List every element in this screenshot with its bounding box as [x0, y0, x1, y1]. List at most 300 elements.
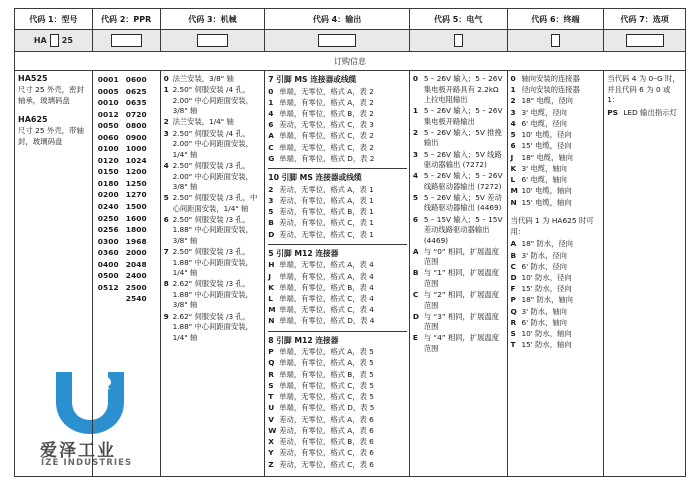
code-cell-5	[410, 30, 508, 52]
option-row[interactable]	[413, 312, 505, 333]
ppr-value[interactable]: 2400	[125, 271, 147, 281]
table-body-row	[15, 71, 685, 476]
option-row[interactable]	[268, 347, 407, 358]
terminal-availability-note: 当代码 1 为 HA625 时可用：	[510, 215, 594, 236]
option-code: R	[268, 369, 274, 379]
option-code: 6	[163, 214, 169, 224]
option-code: 2	[163, 117, 169, 127]
option-description: 2.62" 伺服安装 /3 孔，1.88" 中心间距面安装，1/4" 轴	[172, 311, 253, 342]
option-description: 3' 电缆，径向	[521, 107, 567, 117]
option-code: 3	[163, 128, 169, 138]
option-row[interactable]	[268, 381, 407, 392]
option-description: 5 – 26V 输入；5 – 26V 集电极开路具有 2.2kΩ 上拉电阻输出	[423, 74, 503, 105]
option-row[interactable]	[164, 161, 263, 193]
option-description: 单端，无零位，格式 C，表 4	[279, 305, 374, 315]
model-suffix-label: 25	[61, 36, 73, 45]
option-description: 3' 电缆，轴向	[521, 163, 567, 173]
option-code: Z	[268, 459, 274, 469]
output-section	[268, 335, 407, 474]
option-row[interactable]	[268, 403, 407, 414]
option-row[interactable]	[413, 106, 505, 127]
ppr-value[interactable]: 0010	[97, 98, 119, 108]
option-row[interactable]	[268, 143, 407, 154]
option-row[interactable]	[268, 370, 407, 381]
option-row[interactable]	[511, 198, 602, 209]
ppr-value[interactable]: 1200	[125, 167, 147, 177]
option-description: 6' 防水，轴向	[521, 317, 567, 327]
option-code: 3	[412, 149, 418, 159]
ppr-value[interactable]: 0300	[97, 236, 119, 246]
option-code: C	[510, 261, 516, 271]
option-row[interactable]	[511, 284, 602, 295]
option-description: 单端，有零位，格式 B，表 2	[279, 108, 374, 118]
ppr-value[interactable]: 0500	[97, 271, 119, 281]
option-description: LED 输出指示灯	[623, 108, 678, 118]
ppr-code-input[interactable]	[111, 34, 142, 47]
ppr-value[interactable]: 0180	[97, 178, 119, 188]
option-row[interactable]	[164, 129, 263, 161]
option-row[interactable]	[164, 193, 263, 214]
ppr-value[interactable]: 0060	[97, 132, 119, 142]
ppr-value[interactable]: 1024	[125, 155, 147, 165]
option-code: H	[268, 260, 275, 270]
option-description: 单端，有零位，格式 B，表 5	[279, 369, 374, 379]
option-code: J	[510, 152, 514, 162]
option-code: 7	[163, 247, 169, 257]
option-description: 差动，无零位，格式 C，表 6	[279, 459, 374, 469]
option-description: 单端，无零位，格式 C，表 5	[279, 392, 374, 402]
header-code-4: 代码 4：输出	[265, 9, 410, 30]
option-description: 6' 电缆，轴向	[521, 175, 567, 185]
ppr-value[interactable]: 0200	[97, 190, 119, 200]
option-row[interactable]	[268, 260, 407, 271]
option-description: 2.50" 伺服安装 /3 孔，1.88" 中心间距面安装，3/8" 轴	[172, 214, 253, 245]
ppr-value[interactable]: 0625	[125, 86, 147, 96]
option-row[interactable]	[268, 87, 407, 98]
option-row[interactable]	[164, 85, 263, 117]
option-row[interactable]	[268, 98, 407, 109]
ppr-list-left	[98, 74, 119, 305]
option-code: D	[412, 311, 419, 321]
option-description: 15' 防水，轴向	[521, 340, 572, 350]
option-row[interactable]	[268, 415, 407, 426]
option-code: K	[510, 163, 517, 173]
model-prefix-label: HA	[33, 36, 47, 45]
output-section-title: 5 引脚 M12 连接器	[268, 248, 339, 258]
option-code: Q	[268, 358, 275, 368]
option-row[interactable]	[511, 108, 602, 119]
option-code: C	[268, 142, 274, 152]
terminal-code-input[interactable]	[551, 34, 560, 47]
ppr-value[interactable]: 0050	[97, 121, 119, 131]
option-row[interactable]	[511, 273, 602, 284]
option-row[interactable]	[268, 460, 407, 471]
option-code: M	[268, 305, 276, 315]
option-code: E	[412, 333, 418, 343]
option-code: B	[412, 268, 419, 278]
option-code: G	[268, 153, 275, 163]
options-availability-note: 当代码 4 为 0–G 时，并且代码 6 为 0 或 1：	[607, 74, 680, 105]
option-description: 单端，有零位，格式 C，表 4	[279, 294, 374, 304]
option-row[interactable]	[413, 128, 505, 149]
ppr-value[interactable]: 0240	[97, 202, 119, 212]
option-description: 15' 电缆，轴向	[521, 197, 572, 207]
ppr-value[interactable]: 2048	[125, 259, 147, 269]
option-row[interactable]	[511, 130, 602, 141]
option-code: 0	[412, 74, 418, 83]
option-row[interactable]	[164, 247, 263, 279]
ppr-value[interactable]: 0635	[125, 98, 147, 108]
option-description: 单端，有零位，格式 A，表 5	[279, 358, 374, 368]
option-description: 5 – 26V 输入；5 – 26V 线路驱动器输出 (7272)	[423, 171, 503, 191]
ppr-value[interactable]: 0001	[97, 75, 119, 84]
ppr-value[interactable]: 0012	[97, 109, 119, 119]
ppr-value[interactable]: 0400	[97, 259, 119, 269]
option-description: 差动，有零位，格式 B，表 1	[279, 207, 374, 217]
option-code: Q	[510, 306, 517, 316]
option-description: 与 “2” 相同，扩展温度范围	[423, 290, 500, 310]
option-code: 4	[268, 108, 274, 118]
option-code: 9	[163, 311, 169, 321]
option-code: 5	[163, 193, 169, 203]
option-description: 5 – 26V 输入；5V 推挽输出	[423, 127, 502, 148]
option-row[interactable]	[511, 318, 602, 329]
option-row[interactable]	[511, 96, 602, 107]
option-row[interactable]	[607, 108, 683, 119]
electrical-code-input[interactable]	[454, 34, 463, 47]
option-row[interactable]	[268, 207, 407, 218]
option-description: 差动，有零位，格式 C，表 6	[279, 448, 374, 458]
option-row[interactable]	[511, 141, 602, 152]
option-code: C	[412, 290, 419, 300]
option-code: D	[510, 272, 517, 282]
option-row[interactable]	[268, 392, 407, 403]
option-description: 差动，无零位，格式 C，表 1	[279, 229, 374, 239]
output-section	[268, 172, 407, 245]
option-description: 差动，有零位，格式 B，表 6	[279, 437, 374, 447]
option-code: V	[268, 414, 274, 424]
option-code: 5	[268, 207, 274, 217]
ppr-value[interactable]: 1250	[125, 178, 147, 188]
option-code: X	[268, 437, 274, 447]
option-code: S	[268, 380, 274, 390]
output-section-title: 10 引脚 MS 连接器或线缆	[268, 173, 362, 183]
option-code: D	[268, 229, 275, 239]
option-description: 2.50" 伺服安装 /3 孔，1.88" 中心间距面安装，1/4" 轴	[172, 247, 253, 278]
option-description: 单端，无零位，格式 A，表 4	[279, 260, 374, 270]
option-code: 1	[268, 97, 274, 107]
option-description: 与 “3” 相同，扩展温度范围	[423, 311, 500, 332]
option-description: 与 “0” 相同，扩展温度范围	[423, 246, 500, 267]
option-row[interactable]	[268, 109, 407, 120]
option-code: 4	[412, 171, 418, 181]
ppr-value[interactable]: 0800	[125, 121, 147, 131]
option-row[interactable]	[511, 85, 602, 96]
option-code: R	[510, 317, 517, 327]
header-code-5: 代码 5：电气	[410, 9, 508, 30]
option-description: 差动，无零位，格式 C，表 3	[279, 120, 374, 130]
option-code: A	[412, 246, 419, 256]
option-code: P	[510, 295, 516, 305]
option-row[interactable]	[413, 150, 505, 171]
option-description: 单端，有零位，格式 B，表 4	[279, 282, 374, 292]
header-code-2: 代码 2：PPR	[93, 9, 161, 30]
option-row[interactable]	[511, 251, 602, 262]
option-code: 1	[163, 85, 169, 95]
option-row[interactable]	[511, 186, 602, 197]
option-row[interactable]	[268, 358, 407, 369]
option-row[interactable]	[164, 312, 263, 344]
ppr-value[interactable]: 1270	[125, 190, 147, 200]
option-code: 0	[510, 74, 516, 83]
column-mechanical	[161, 71, 266, 476]
option-row[interactable]	[268, 131, 407, 142]
option-description: 10' 电缆，径向	[521, 130, 572, 140]
option-row[interactable]	[268, 218, 407, 229]
ppr-value[interactable]: 0250	[97, 213, 119, 223]
option-row[interactable]	[413, 171, 505, 192]
ppr-value[interactable]: 0256	[97, 225, 119, 235]
option-description: 差动，有零位，格式 A，表 1	[279, 195, 374, 205]
option-code: U	[268, 403, 275, 413]
option-row[interactable]	[511, 340, 602, 351]
option-description: 轴向安装的连接器	[521, 74, 580, 83]
option-description: 5 – 26V 输入；5V 差动线路驱动器输出 (4469)	[423, 192, 502, 213]
option-code: B	[268, 218, 274, 228]
option-code: 3	[268, 195, 274, 205]
model-description: 尺寸 25 外壳，密封轴承，玻璃码盘	[18, 85, 84, 106]
ordering-info-label: 订购信息	[334, 56, 366, 66]
ppr-value[interactable]: 2540	[125, 294, 147, 304]
option-description: 15' 防水，径向	[521, 284, 572, 294]
ppr-value[interactable]: 1968	[125, 236, 147, 246]
option-description: 10' 电缆，轴向	[521, 186, 572, 196]
option-row[interactable]	[164, 74, 263, 85]
ordering-info-row	[15, 52, 685, 71]
column-electrical	[410, 71, 508, 476]
column-model	[15, 71, 93, 476]
option-description: 10' 防水，轴向	[521, 329, 572, 339]
option-description: 18" 电缆，径向	[521, 96, 573, 106]
option-row[interactable]	[268, 305, 407, 316]
header-code-6: 代码 6：终端	[508, 9, 605, 30]
option-code: P	[268, 347, 274, 357]
option-description: 5 – 15V 输入；5 – 15V 差动线路驱动器输出 (4469)	[423, 214, 503, 245]
option-code: L	[510, 175, 516, 185]
option-code: K	[268, 282, 274, 292]
ppr-value[interactable]: 2500	[125, 282, 147, 292]
option-description: 法兰安装，1/4" 轴	[172, 117, 234, 127]
option-code: F	[510, 284, 516, 294]
mechanical-code-input[interactable]	[197, 34, 228, 47]
model-description: 尺寸 25 外壳，带轴封，玻璃码盘	[18, 126, 84, 147]
option-description: 单端，有零位，格式 A，表 4	[279, 271, 374, 281]
option-code: T	[510, 340, 516, 350]
option-row[interactable]	[268, 294, 407, 305]
option-description: 2.50" 伺服安装 /4 孔，2.00" 中心间距面安装，1/4" 轴	[172, 128, 253, 159]
column-output	[265, 71, 410, 476]
option-row[interactable]	[268, 185, 407, 196]
option-description: 单端，有零位，格式 D，表 4	[279, 316, 375, 326]
option-row[interactable]	[164, 117, 263, 128]
header-code-1: 代码 1：型号	[15, 9, 93, 30]
option-row[interactable]	[511, 239, 602, 250]
watermark-company-cn: 爱泽工业	[40, 441, 116, 461]
option-row[interactable]	[268, 316, 407, 327]
option-code: A	[268, 131, 274, 141]
option-code: 2	[412, 127, 418, 137]
option-code: S	[510, 329, 516, 339]
option-description: 2.50" 伺服安装 /4 孔，2.00" 中心间距面安装，3/8" 轴	[172, 85, 253, 116]
column-terminal	[508, 71, 605, 476]
ppr-value[interactable]: 2000	[125, 248, 147, 258]
option-row[interactable]	[511, 329, 602, 340]
option-description: 5 – 26V 输入；5 – 26V 集电极开路输出	[423, 106, 503, 126]
option-code: 0	[268, 86, 274, 96]
option-code: M	[510, 186, 518, 196]
option-row[interactable]	[268, 283, 407, 294]
option-row[interactable]	[413, 215, 505, 247]
option-code: 1	[412, 106, 418, 116]
ppr-value[interactable]: 1600	[125, 213, 147, 223]
option-row[interactable]	[268, 437, 407, 448]
option-code: 6	[268, 120, 274, 130]
option-code: B	[510, 250, 517, 260]
model-spacer	[18, 106, 90, 115]
option-description: 单端，有零位，格式 A，表 2	[279, 97, 374, 107]
output-section-title: 8 引脚 M12 连接器	[268, 335, 339, 345]
option-description: 单端，有零位，格式 C，表 2	[279, 131, 374, 141]
header-code-7: 代码 7：选项	[604, 9, 685, 30]
option-row[interactable]	[511, 74, 602, 85]
option-code: 1	[510, 85, 516, 95]
option-description: 2.50" 伺服安装 /3 孔，2.00" 中心间距面安装，3/8" 轴	[172, 160, 253, 192]
option-row[interactable]	[413, 333, 505, 354]
option-row[interactable]	[511, 307, 602, 318]
output-section	[268, 74, 407, 169]
ppr-list-right	[126, 74, 147, 305]
option-code: 2	[510, 96, 516, 106]
option-row[interactable]	[268, 426, 407, 437]
output-code-input[interactable]	[318, 34, 356, 47]
option-code: N	[268, 316, 275, 326]
option-description: 6' 防水，径向	[521, 261, 567, 271]
ppr-value[interactable]: 0360	[97, 248, 119, 258]
ppr-value[interactable]: 0005	[97, 86, 119, 96]
option-row[interactable]	[268, 230, 407, 241]
output-section	[268, 248, 407, 332]
code-cell-1	[15, 30, 93, 52]
option-row[interactable]	[268, 154, 407, 165]
option-row[interactable]	[268, 120, 407, 131]
ppr-value[interactable]: 1000	[125, 144, 147, 154]
model-name: HA525	[18, 74, 48, 83]
option-code: 4	[163, 160, 169, 170]
ppr-value[interactable]: 0150	[97, 167, 119, 177]
ppr-value[interactable]: 0900	[125, 132, 147, 142]
option-description: 与 “4” 相同，扩展温度范围	[423, 333, 500, 353]
option-row[interactable]	[413, 247, 505, 268]
option-row[interactable]	[511, 175, 602, 186]
option-description: 径向安装的连接器	[521, 85, 580, 95]
option-row[interactable]	[413, 74, 505, 106]
option-row[interactable]	[511, 119, 602, 130]
option-code: T	[268, 392, 274, 402]
option-description: 与 “1” 相同，扩展温度范围	[423, 268, 500, 288]
option-description: 18" 电缆，轴向	[521, 152, 573, 162]
option-code: PS	[607, 108, 618, 118]
option-description: 差动，无零位，格式 A，表 1	[279, 184, 374, 194]
option-row[interactable]	[511, 295, 602, 306]
option-description: 18" 防水，径向	[521, 239, 573, 249]
code-cell-7	[604, 30, 685, 52]
option-description: 单端，无零位，格式 A，表 2	[279, 86, 374, 96]
option-code: L	[268, 294, 273, 304]
option-description: 单端，无零位，格式 C，表 2	[279, 142, 374, 152]
option-code: 5	[510, 130, 516, 140]
option-description: 18" 防水，轴向	[521, 295, 573, 305]
option-row[interactable]	[511, 262, 602, 273]
ppr-value[interactable]: 1500	[125, 202, 147, 212]
output-section-title: 7 引脚 MS 连接器或线缆	[268, 75, 357, 84]
option-code: J	[268, 271, 271, 281]
option-code: Y	[268, 448, 274, 458]
option-code: 6	[510, 141, 516, 151]
option-row[interactable]	[268, 196, 407, 207]
option-row[interactable]	[511, 164, 602, 175]
option-description: 15' 电缆，径向	[521, 141, 572, 151]
option-description: 单端，有零位，格式 C，表 5	[279, 380, 374, 390]
option-row[interactable]	[511, 153, 602, 164]
code-cell-2	[93, 30, 161, 52]
option-row[interactable]	[164, 215, 263, 247]
option-code: 2	[268, 184, 274, 194]
option-code-input[interactable]	[626, 34, 664, 47]
model-name: HA625	[18, 115, 48, 125]
option-description: 2.50" 伺服安装 /3 孔，中心间距面安装，1/4" 轴	[172, 193, 258, 213]
option-description: 6' 电缆，径向	[521, 118, 567, 128]
option-row[interactable]	[413, 193, 505, 214]
option-code: 5	[412, 192, 418, 202]
option-description: 差动，无零位，格式 A，表 6	[279, 414, 374, 424]
option-description: 差动，有零位，格式 C，表 1	[279, 218, 374, 228]
option-code: A	[510, 239, 517, 249]
ordering-table	[14, 8, 686, 477]
ppr-value[interactable]: 0120	[97, 155, 119, 165]
option-code: W	[268, 425, 277, 435]
table-header-row	[15, 9, 685, 30]
option-description: 法兰安装，3/8" 轴	[172, 74, 234, 83]
ppr-value[interactable]: 0600	[125, 75, 147, 84]
option-row[interactable]	[413, 268, 505, 289]
column-ppr	[93, 71, 161, 476]
code-cell-6	[508, 30, 605, 52]
model-code-input[interactable]	[50, 34, 59, 47]
ppr-value[interactable]: 0100	[97, 144, 119, 154]
ppr-value[interactable]: 0720	[125, 109, 147, 119]
code-cell-4	[265, 30, 410, 52]
ppr-value[interactable]: 1800	[125, 225, 147, 235]
option-row[interactable]	[164, 279, 263, 311]
option-description: 单端，有零位，格式 D，表 5	[279, 403, 375, 413]
ppr-value[interactable]: 0512	[97, 282, 119, 292]
option-row[interactable]	[268, 448, 407, 459]
option-row[interactable]	[268, 272, 407, 283]
option-description: 10' 防水，径向	[521, 272, 572, 282]
option-code: 8	[163, 279, 169, 289]
option-row[interactable]	[413, 290, 505, 311]
option-description: 5 – 26V 输入；5V 线路驱动器输出 (7272)	[423, 149, 502, 170]
